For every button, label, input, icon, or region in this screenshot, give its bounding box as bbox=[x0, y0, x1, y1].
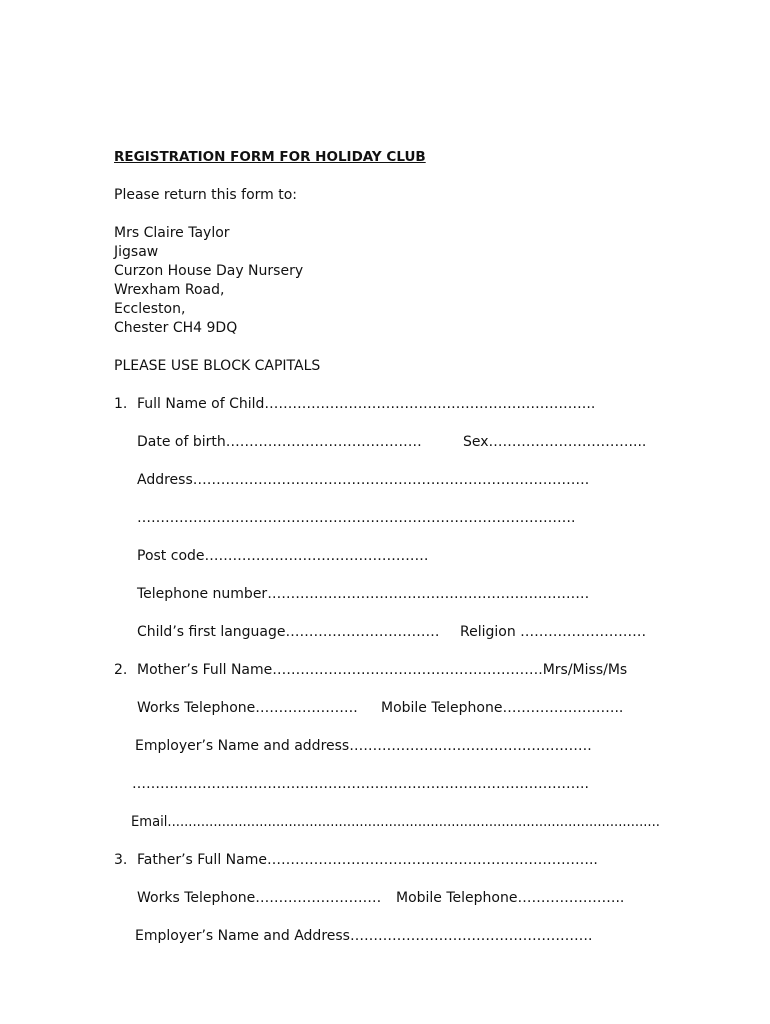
sex-field[interactable]: Sex………………………….... bbox=[463, 434, 647, 450]
section-number: 3. bbox=[114, 852, 128, 868]
return-address bbox=[114, 224, 303, 338]
mother-works-telephone-field[interactable]: Works Telephone…………………. bbox=[137, 700, 358, 716]
child-full-name-field[interactable]: Full Name of Child…………………………………………………………….. bbox=[137, 396, 596, 412]
date-of-birth-field[interactable]: Date of birth…………………………………… bbox=[137, 434, 422, 450]
telephone-number-field[interactable]: Telephone number…………………………………………………………… bbox=[137, 586, 590, 602]
father-employer-field[interactable]: Employer’s Name and Address……………………………………………. bbox=[135, 928, 593, 944]
father-works-telephone-field[interactable]: Works Telephone……………………… bbox=[137, 890, 382, 906]
child-address-continuation-field[interactable]: …………………………………………………………………………………. bbox=[137, 510, 576, 526]
address-line: Jigsaw bbox=[114, 244, 159, 260]
block-capitals-instruction: PLEASE USE BLOCK CAPITALS bbox=[114, 358, 321, 374]
return-intro: Please return this form to: bbox=[114, 187, 297, 203]
mother-email-field[interactable]: Email...................................................................................................................... bbox=[131, 814, 660, 830]
father-mobile-telephone-field[interactable]: Mobile Telephone………………….. bbox=[396, 890, 625, 906]
first-language-field[interactable]: Child’s first language…………………………… bbox=[137, 624, 440, 640]
post-code-field[interactable]: Post code………………………………………… bbox=[137, 548, 429, 564]
section-number: 1. bbox=[114, 396, 128, 412]
address-line: Wrexham Road, bbox=[114, 282, 225, 298]
mother-mobile-telephone-field[interactable]: Mobile Telephone…………………….. bbox=[381, 700, 624, 716]
form-title: REGISTRATION FORM FOR HOLIDAY CLUB bbox=[114, 149, 426, 165]
address-line: Curzon House Day Nursery bbox=[114, 263, 304, 279]
religion-field[interactable]: Religion ……………………… bbox=[460, 624, 647, 640]
section-number: 2. bbox=[114, 662, 128, 678]
address-line: Chester CH4 9DQ bbox=[114, 320, 238, 336]
father-full-name-field[interactable]: Father’s Full Name…………………………………………………………….. bbox=[137, 852, 598, 868]
mother-full-name-field[interactable]: Mother’s Full Name………………………………………………….Mrs/Miss/Ms bbox=[137, 662, 628, 678]
mother-employer-continuation-field[interactable]: …………………………………………………………………………………….. bbox=[132, 776, 589, 792]
address-line: Mrs Claire Taylor bbox=[114, 225, 230, 241]
child-address-field[interactable]: Address…………………………………………………………………………. bbox=[137, 472, 590, 488]
mother-employer-field[interactable]: Employer’s Name and address……………………………………………. bbox=[135, 738, 592, 754]
address-line: Eccleston, bbox=[114, 301, 186, 317]
